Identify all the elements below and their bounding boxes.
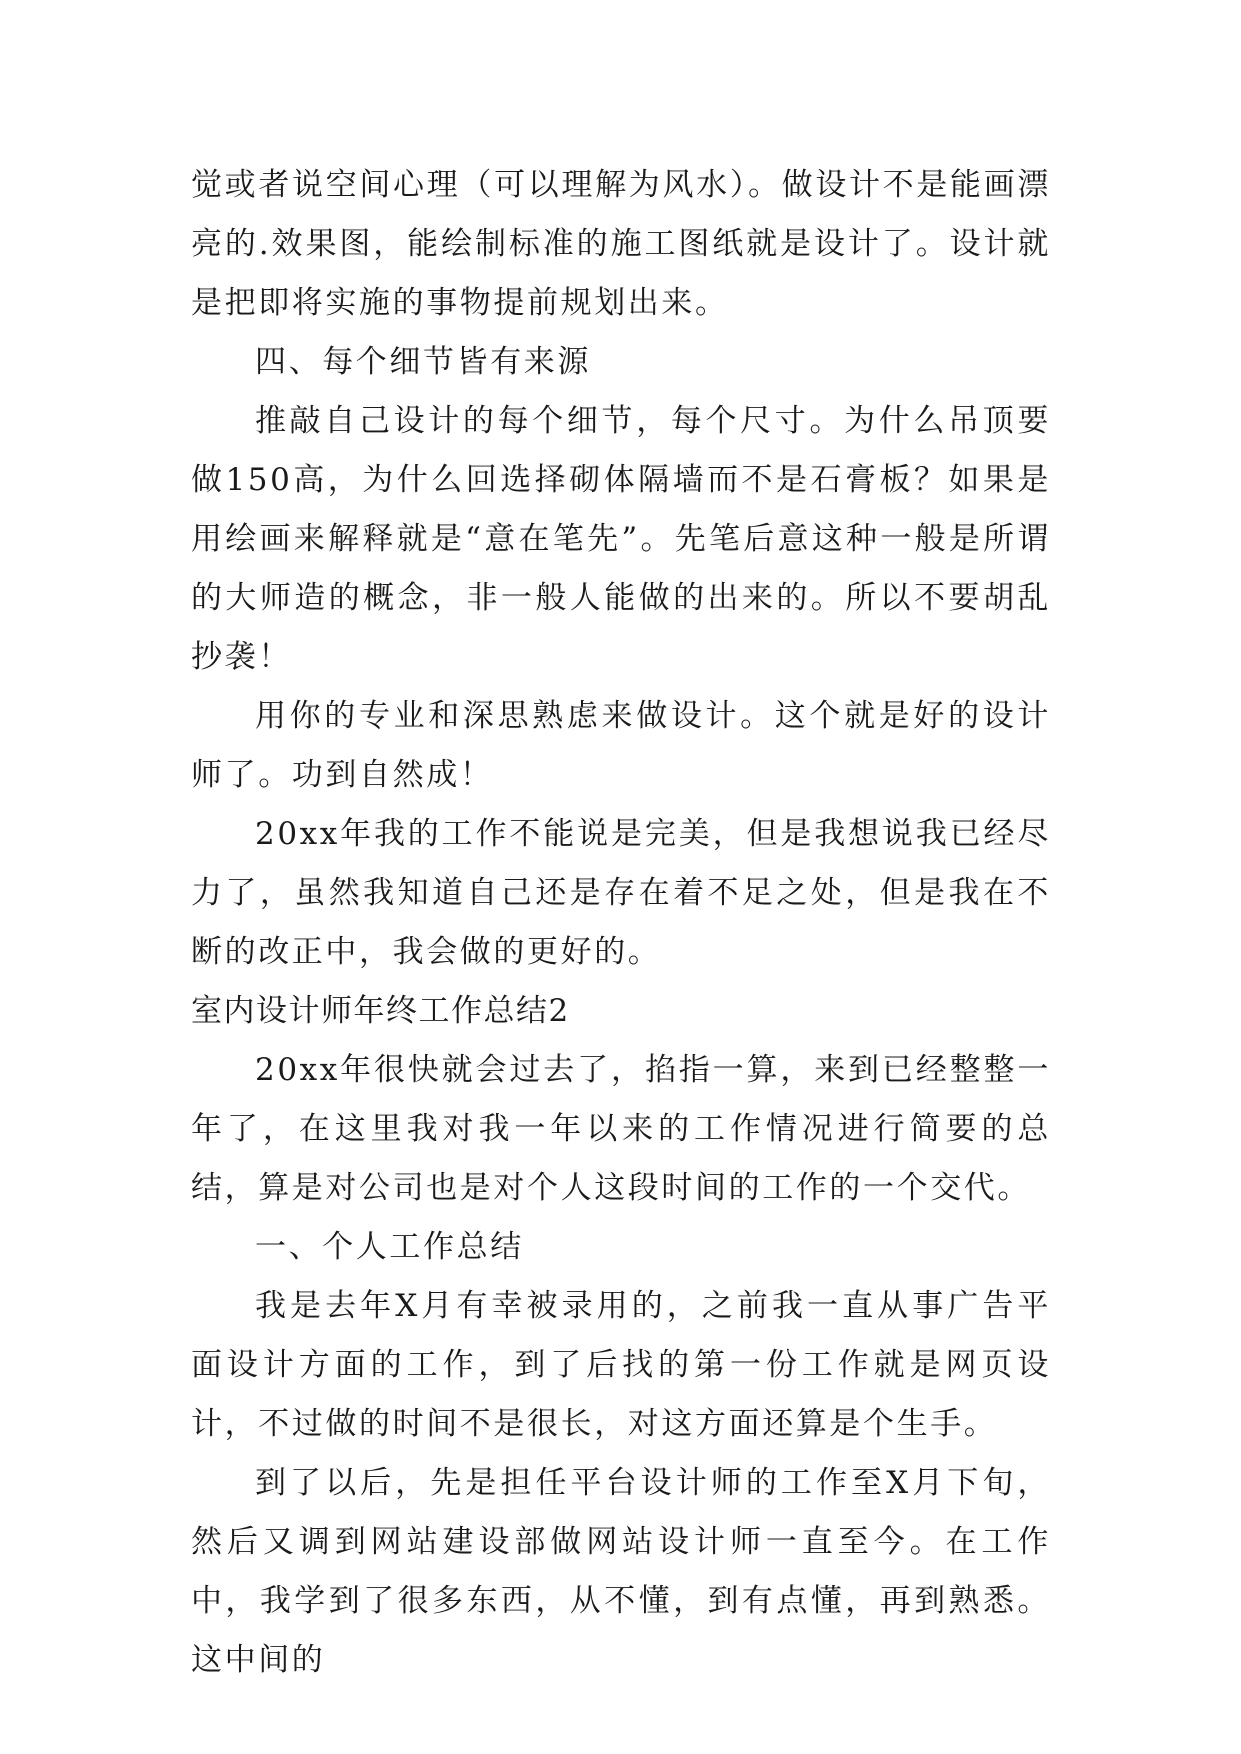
paragraph-career: 到了以后，先是担任平台设计师的工作至X月下旬，然后又调到网站建设部做网站设计师一直至今。在工作中，我学到了很多东西，从不懂，到有点懂，再到熟悉。这中间的 <box>191 1465 1051 1678</box>
paragraph-hired: 我是去年X月有幸被录用的，之前我一直从事广告平面设计方面的工作，到了后找的第一份工作就是网页设计，不过做的时间不是很长，对这方面还算是个生手。 <box>191 1288 1051 1442</box>
document-title: 室内设计师年终工作总结2 <box>191 993 570 1029</box>
paragraph-year-summary: 20xx年我的工作不能说是完美，但是我想说我已经尽力了，虽然我知道自己还是存在着不足之处，但是我在不断的改正中，我会做的更好的。 <box>191 816 1051 970</box>
section-heading-four: 四、每个细节皆有来源 <box>255 344 591 380</box>
document-body <box>191 156 1051 1690</box>
paragraph-details: 推敲自己设计的每个细节，每个尺寸。为什么吊顶要做150高，为什么回选择砌体隔墙而不是石膏板？如果是用绘画来解释就是“意在笔先”。先笔后意这种一般是所谓的大师造的概念，非一般人能做的出来的。所以不要胡乱抄袭！ <box>191 403 1051 675</box>
section-heading-one: 一、个人工作总结 <box>255 1229 524 1265</box>
paragraph-continuation: 觉或者说空间心理（可以理解为风水）。做设计不是能画漂亮的.效果图，能绘制标准的施工图纸就是设计了。设计就是把即将实施的事物提前规划出来。 <box>191 167 1051 321</box>
paragraph-intro: 20xx年很快就会过去了，掐指一算，来到已经整整一年了，在这里我对我一年以来的工作情况进行简要的总结，算是对公司也是对个人这段时间的工作的一个交代。 <box>191 1052 1051 1206</box>
paragraph-professional: 用你的专业和深思熟虑来做设计。这个就是好的设计师了。功到自然成！ <box>191 698 1051 793</box>
